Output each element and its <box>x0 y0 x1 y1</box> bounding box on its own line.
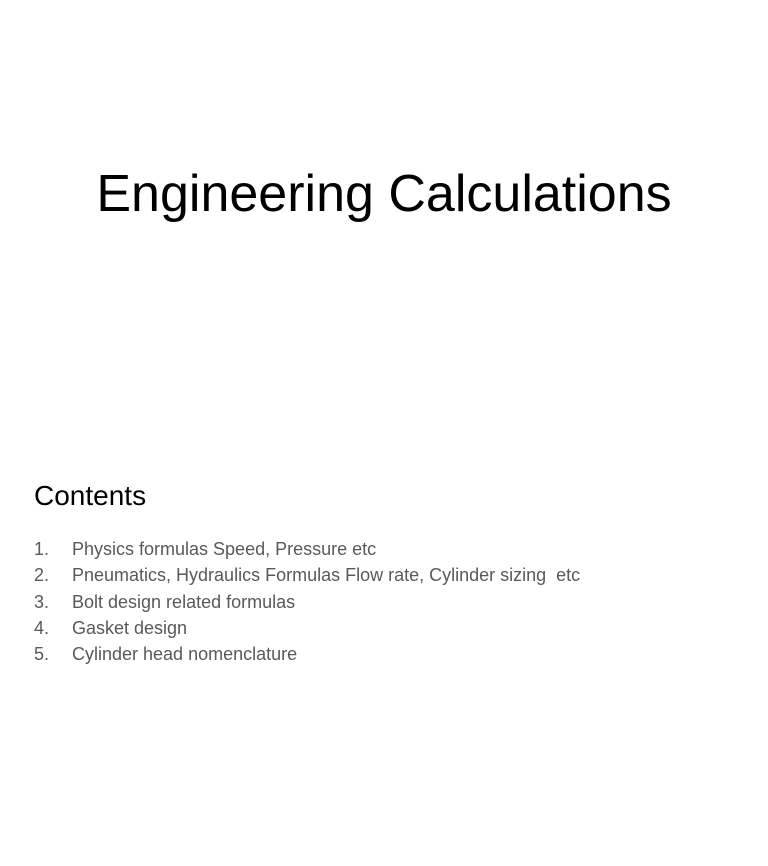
list-item-number: 5. <box>34 644 50 665</box>
list-item-text: Pneumatics, Hydraulics Formulas Flow rate, Cylinder sizing etc <box>72 565 581 586</box>
list-item <box>34 589 580 615</box>
list-item-text: Cylinder head nomenclature <box>72 644 298 665</box>
list-item-number: 4. <box>34 617 50 638</box>
list-item-text: Gasket design <box>72 617 188 638</box>
list-item <box>34 615 580 641</box>
list-item <box>34 562 580 588</box>
list-item-text: Physics formulas Speed, Pressure etc <box>72 539 377 559</box>
list-item-text: Bolt design related formulas <box>72 591 296 612</box>
list-item <box>34 536 580 562</box>
page-title: Engineering Calculations <box>96 165 672 223</box>
contents-heading: Contents <box>34 480 147 511</box>
list-item-number: 2. <box>34 565 50 586</box>
list-item <box>34 641 580 667</box>
list-item-number: 1. <box>34 539 50 559</box>
list-item-number: 3. <box>34 591 50 612</box>
contents-list <box>34 536 580 667</box>
